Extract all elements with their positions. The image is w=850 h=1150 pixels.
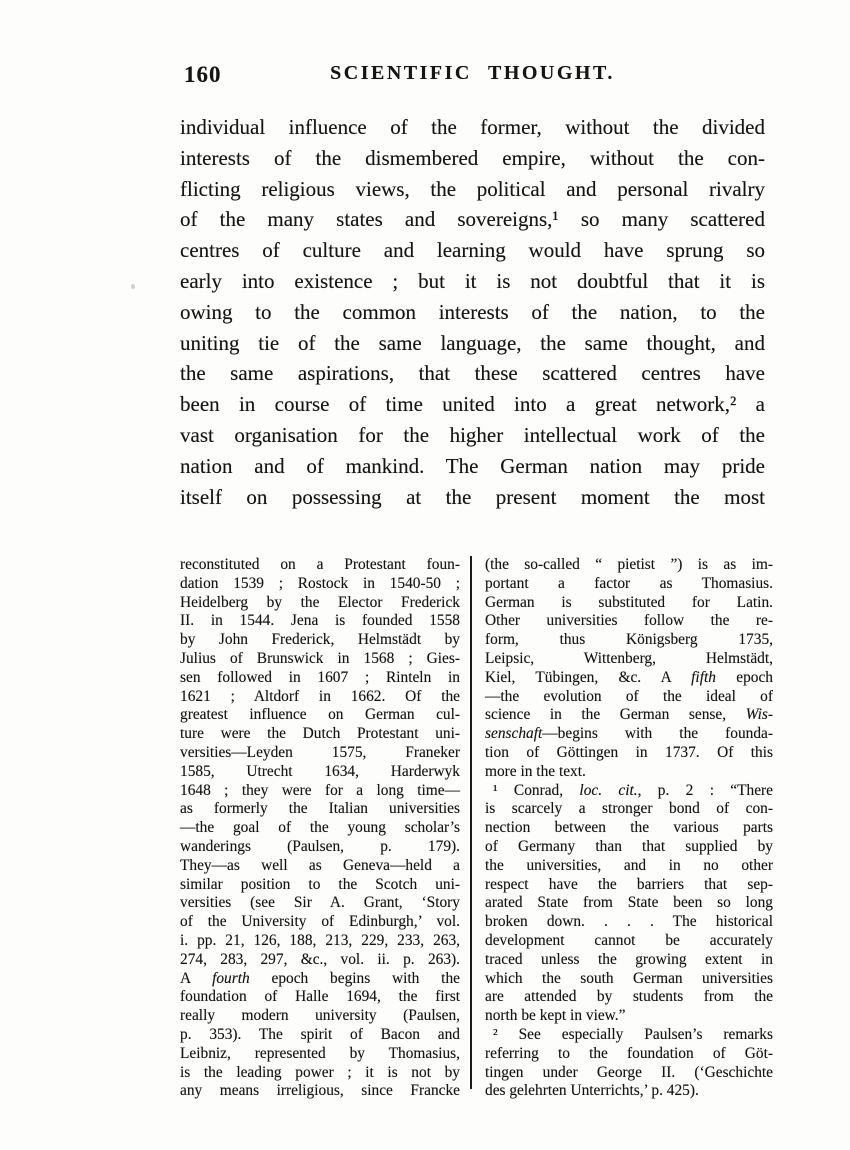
text-line: referring to the foundation of Göt- <box>485 1044 773 1062</box>
text-line: German is substituted for Latin. <box>485 593 773 611</box>
text-line: sen followed in 1607 ; Rinteln in <box>180 668 460 686</box>
text-line: portant a factor as Thomasius. <box>485 574 773 592</box>
text-line: (the so-called “ pietist ”) is as im- <box>485 556 773 573</box>
text-line: tion of Göttingen in 1737. Of this <box>485 743 773 761</box>
text-line: traced unless the growing extent in <box>485 950 773 968</box>
text-line: respect have the barriers that sep- <box>485 875 773 893</box>
text-line: versities—Leyden 1575, Franeker <box>180 743 460 761</box>
text-line: i. pp. 21, 126, 188, 213, 229, 233, 263, <box>180 931 460 949</box>
text-line: 1621 ; Altdorf in 1662. Of the <box>180 687 460 705</box>
text-line: nation and of mankind. The German nation may pride <box>180 453 765 478</box>
text-line: any means irreligious, since Francke <box>180 1082 460 1100</box>
text-line: more in the text. <box>485 762 586 780</box>
text-line: —the evolution of the ideal of <box>485 687 773 705</box>
text-line: wanderings (Paulsen, p. 179). <box>180 837 460 855</box>
text-line: ture were the Dutch Protestant uni- <box>180 725 460 743</box>
text-line: are attended by students from the <box>485 988 773 1006</box>
text-line: nection between the various parts <box>485 819 773 837</box>
text-line: reconstituted on a Protestant foun- <box>180 556 460 573</box>
text-line: form, thus Königsberg 1735, <box>485 631 773 649</box>
text-line: Heidelberg by the Elector Frederick <box>180 593 460 611</box>
running-title: SCIENTIFIC THOUGHT. <box>330 62 615 84</box>
text-line: which the south German universities <box>485 969 773 987</box>
text-line: by John Frederick, Helmstädt by <box>180 631 460 649</box>
text-line: is scarcely a stronger bond of con- <box>485 800 773 818</box>
text-line: 274, 283, 297, &c., vol. ii. p. 263). <box>180 950 460 968</box>
text-line: vast organisation for the higher intellectual work of the <box>180 422 765 447</box>
text-line: foundation of Halle 1694, the first <box>180 988 460 1006</box>
text-line: really modern university (Paulsen, <box>180 1007 460 1025</box>
text-line: of the University of Edinburgh,’ vol. <box>180 913 460 931</box>
text-line: II. in 1544. Jena is founded 1558 <box>180 612 460 630</box>
page-number: 160 <box>184 62 222 87</box>
text-line: flicting religious views, the political and personal rivalry <box>180 176 765 201</box>
text-line: senschaft—begins with the founda- <box>485 725 773 743</box>
text-line: as formerly the Italian universities <box>180 800 460 818</box>
text-line: Other universities follow the re- <box>485 612 773 630</box>
text-line: versities (see Sir A. Grant, ‘Story <box>180 894 460 912</box>
text-line: arated State from State been so long <box>485 894 773 912</box>
text-line: north be kept in view.” <box>485 1007 626 1025</box>
text-line: owing to the common interests of the nation, to the <box>180 299 765 324</box>
text-line: similar position to the Scotch uni- <box>180 875 460 893</box>
text-line: centres of culture and learning would have sprung so <box>180 238 765 263</box>
page-header <box>180 62 765 90</box>
text-line: des gelehrten Unterrichts,’ p. 425). <box>485 1082 699 1100</box>
text-line: Leipsic, Wittenberg, Helmstädt, <box>485 649 773 667</box>
text-line: dation 1539 ; Rostock in 1540-50 ; <box>180 574 460 592</box>
text-line: interests of the dismembered empire, without the con- <box>180 145 765 170</box>
text-line: science in the German sense, Wis- <box>485 706 773 724</box>
text-line: Julius of Brunswick in 1568 ; Gies- <box>180 649 460 667</box>
text-line: Leibniz, represented by Thomasius, <box>180 1044 460 1062</box>
text-line: p. 353). The spirit of Bacon and <box>180 1025 460 1043</box>
text-line: tingen under George II. (‘Geschichte <box>485 1063 773 1081</box>
text-line: A fourth epoch begins with the <box>180 969 460 987</box>
text-line: early into existence ; but it is not doubtful that it is <box>180 268 765 293</box>
text-line: 1648 ; they were for a long time— <box>180 781 460 799</box>
footnote-column-left <box>180 556 460 1101</box>
text-line: ² See especially Paulsen’s remarks <box>493 1025 773 1043</box>
scan-speck <box>131 284 135 289</box>
text-line: individual influence of the former, without the divided <box>180 115 765 139</box>
text-line: —the goal of the young scholar’s <box>180 819 460 837</box>
text-line: Kiel, Tübingen, &c. A fifth epoch <box>485 668 773 686</box>
text-line: development cannot be accurately <box>485 931 773 949</box>
footnote-column-right <box>485 556 773 1101</box>
text-line: is the leading power ; it is not by <box>180 1063 460 1081</box>
text-line: of Germany than that supplied by <box>485 837 773 855</box>
column-divider-line <box>470 556 472 1089</box>
text-line: broken down. . . . The historical <box>485 913 773 931</box>
text-line: ¹ Conrad, loc. cit., p. 2 : “There <box>493 781 774 799</box>
text-line: greatest influence on German cul- <box>180 706 460 724</box>
text-line: They—as well as Geneva—held a <box>180 856 460 874</box>
footnotes-section <box>180 556 780 1101</box>
text-line: the universities, and in no other <box>485 856 773 874</box>
text-line: uniting tie of the same language, the same thought, and <box>180 330 765 355</box>
text-line: been in course of time united into a great network,² a <box>180 392 765 417</box>
text-line: of the many states and sovereigns,¹ so many scattered <box>180 207 765 232</box>
main-paragraph <box>180 112 765 512</box>
text-line: itself on possessing at the present moment the most <box>180 484 765 509</box>
text-line: the same aspirations, that these scattered centres have <box>180 361 765 386</box>
text-line: 1585, Utrecht 1634, Harderwyk <box>180 762 460 780</box>
